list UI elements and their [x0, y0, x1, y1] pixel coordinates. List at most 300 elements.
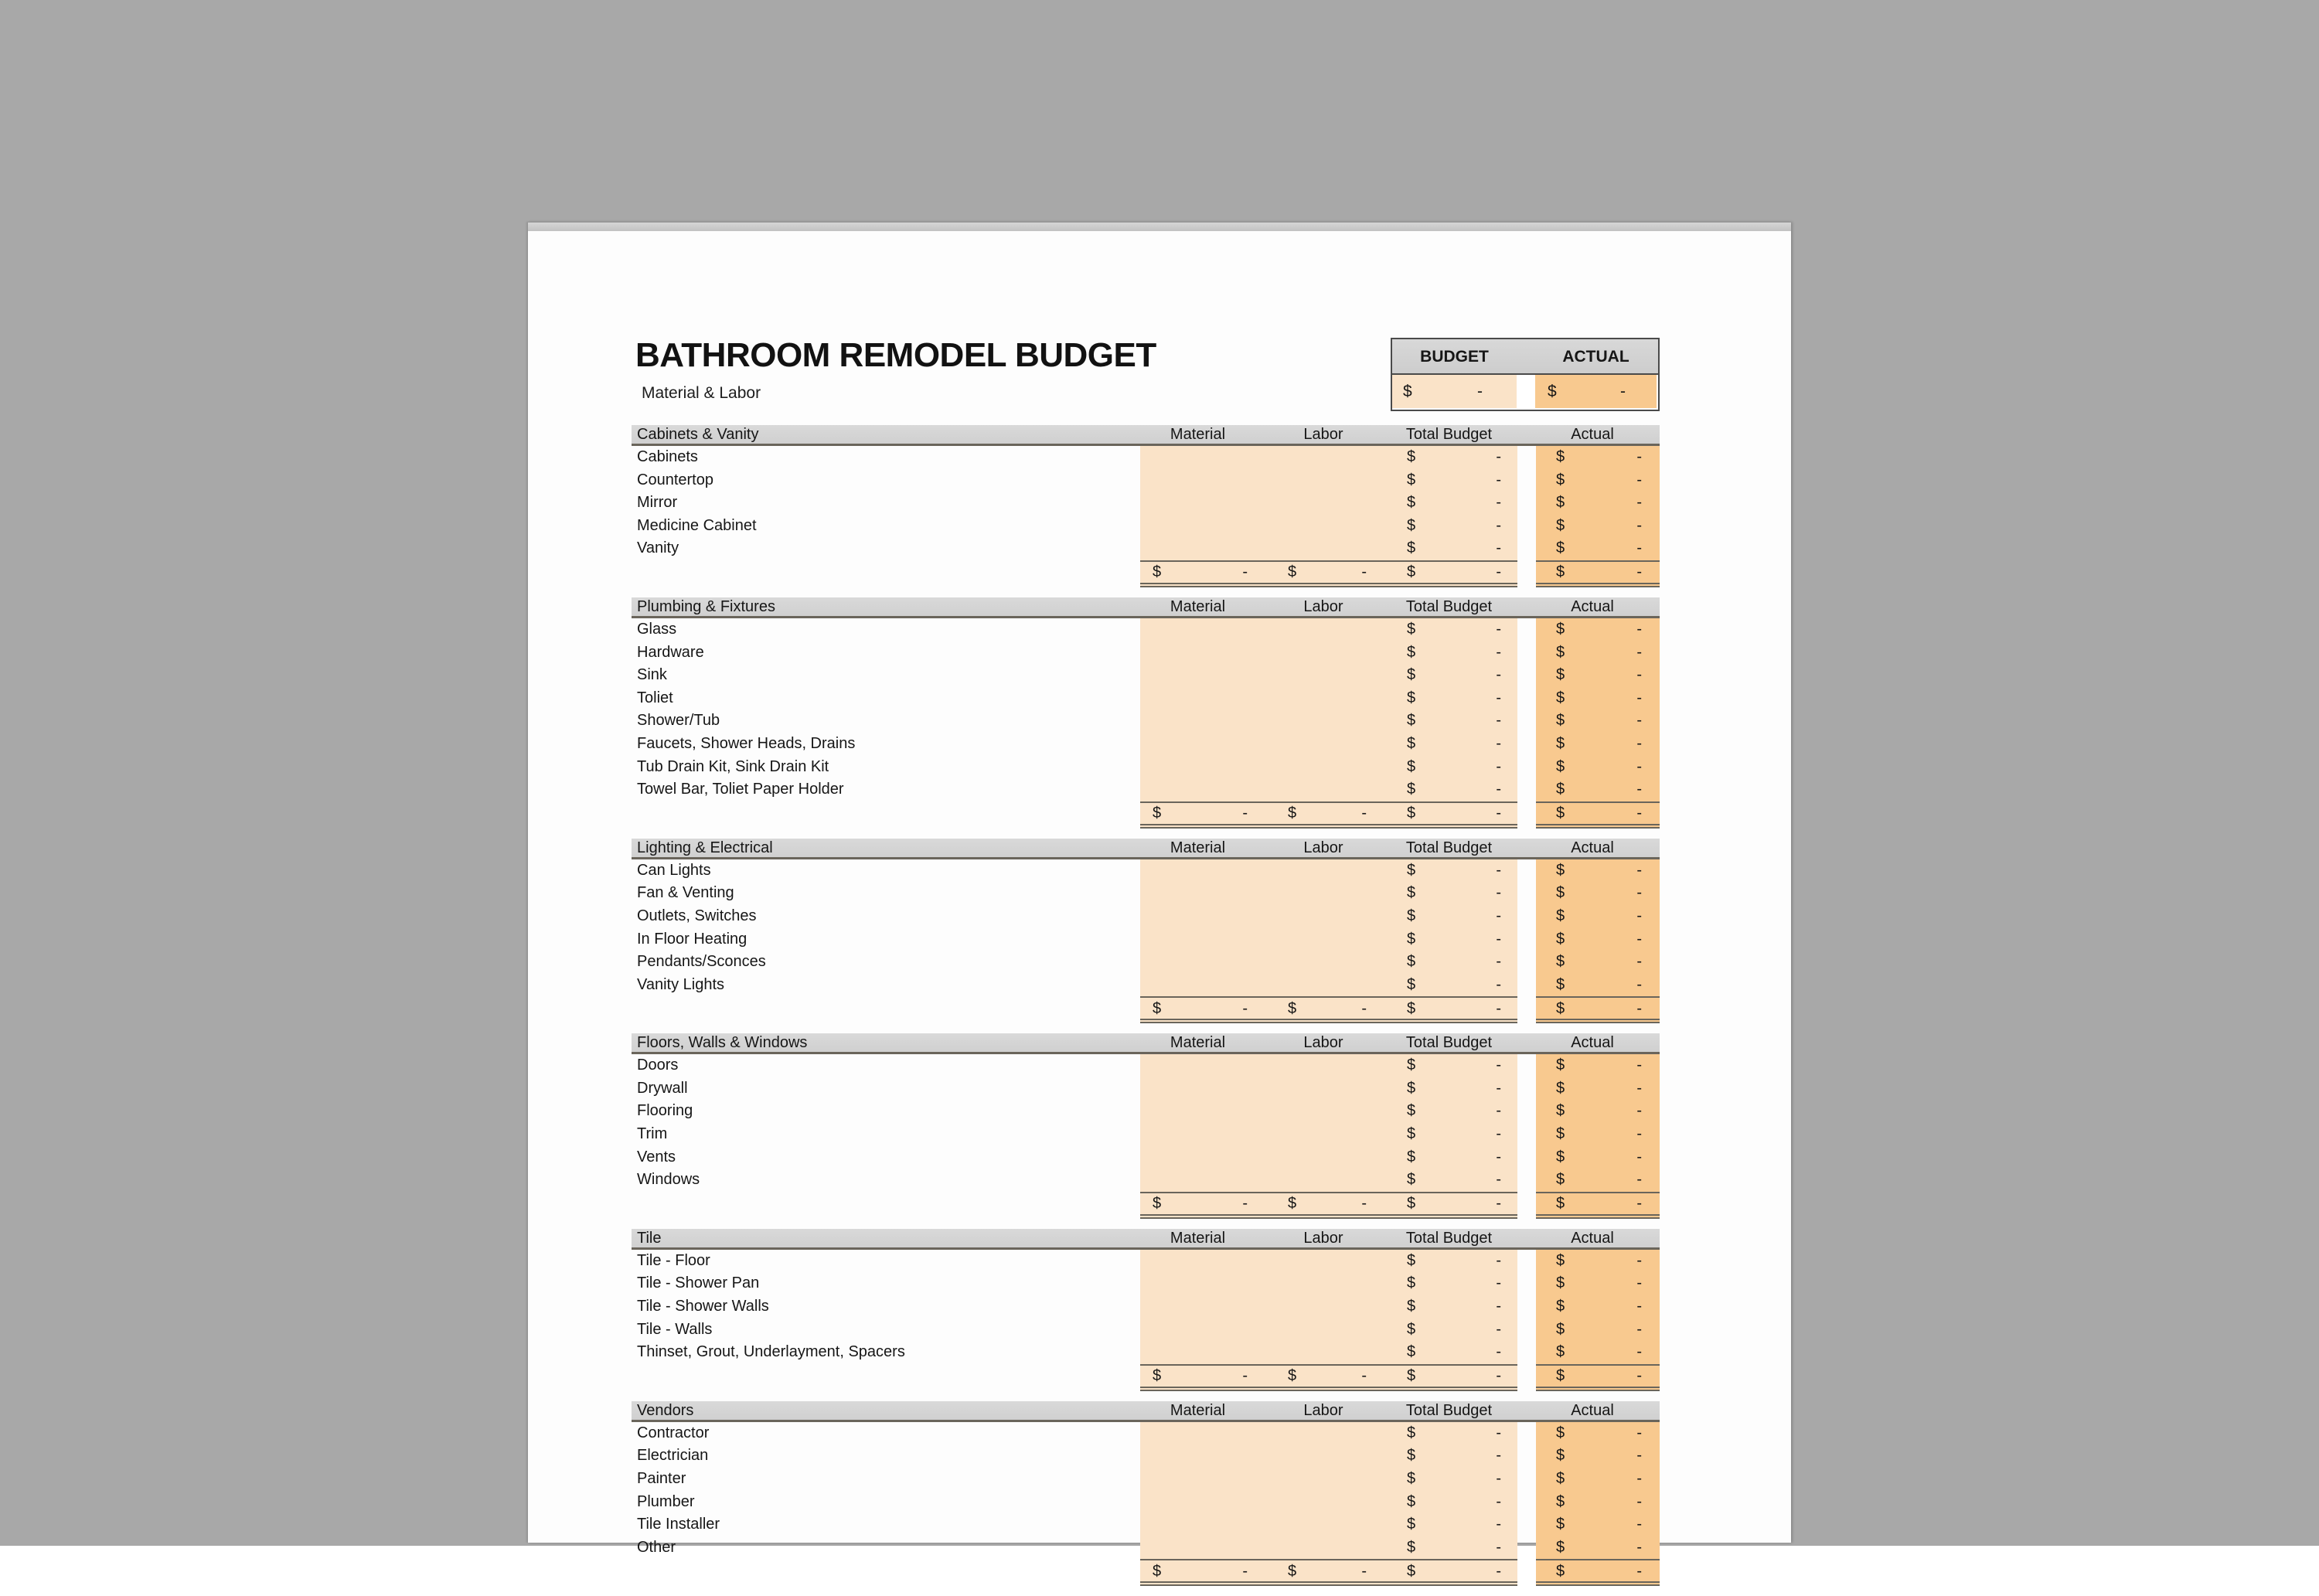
row-label-cell[interactable]: Can Lights: [637, 861, 711, 879]
actual-cell[interactable]: [1536, 1445, 1660, 1468]
currency-symbol: $: [1407, 907, 1416, 924]
total-budget-cell[interactable]: [1391, 1169, 1517, 1192]
cell-value: -: [1636, 471, 1642, 488]
total-budget-total-cell[interactable]: [1391, 996, 1517, 1023]
column-header-total-budget: Total Budget: [1405, 597, 1493, 615]
row-label-cell[interactable]: Vanity Lights: [637, 975, 725, 993]
actual-cell[interactable]: [1536, 469, 1660, 492]
actual-cell[interactable]: [1536, 1319, 1660, 1342]
total-budget-cell[interactable]: [1391, 1272, 1517, 1295]
material-cell[interactable]: [1140, 859, 1266, 883]
currency-symbol: $: [1288, 999, 1297, 1017]
row-label-cell[interactable]: Tile Installer: [637, 1516, 720, 1533]
total-budget-cell[interactable]: [1391, 1077, 1517, 1101]
labor-cell[interactable]: [1266, 1295, 1391, 1319]
labor-cell[interactable]: [1266, 928, 1391, 951]
material-cell[interactable]: [1140, 492, 1266, 515]
column-header-labor: Labor: [1303, 597, 1343, 615]
material-cell[interactable]: [1140, 1513, 1266, 1536]
material-cell[interactable]: [1140, 756, 1266, 779]
material-cell[interactable]: [1140, 446, 1266, 469]
labor-cell[interactable]: [1266, 1491, 1391, 1514]
total-budget-cell[interactable]: [1391, 515, 1517, 538]
row-label-cell[interactable]: Shower/Tub: [637, 712, 720, 730]
material-cell[interactable]: [1140, 882, 1266, 905]
total-budget-cell[interactable]: [1391, 710, 1517, 733]
row-label-cell[interactable]: Sink: [637, 666, 667, 684]
currency-symbol: $: [1556, 666, 1565, 684]
actual-cell[interactable]: [1536, 1468, 1660, 1491]
row-label-cell[interactable]: Vents: [637, 1148, 676, 1166]
actual-cell[interactable]: [1536, 859, 1660, 883]
total-budget-cell[interactable]: [1391, 537, 1517, 560]
cell-value: -: [1496, 757, 1501, 775]
labor-total-cell[interactable]: [1266, 801, 1391, 829]
row-label-cell[interactable]: Countertop: [637, 471, 713, 488]
cell-value: -: [1477, 383, 1483, 400]
material-cell[interactable]: [1140, 1054, 1266, 1077]
row-label-cell[interactable]: Doors: [637, 1057, 679, 1074]
totals-spacer: [632, 1192, 1140, 1219]
material-cell[interactable]: [1140, 928, 1266, 951]
summary-column-gap: [1517, 375, 1535, 408]
material-cell[interactable]: [1140, 618, 1266, 641]
column-header-total-budget: Total Budget: [1405, 1229, 1493, 1247]
material-cell[interactable]: [1140, 1536, 1266, 1560]
labor-cell[interactable]: [1266, 469, 1391, 492]
material-cell[interactable]: [1140, 1341, 1266, 1364]
material-cell[interactable]: [1140, 951, 1266, 974]
total-budget-cell[interactable]: [1391, 778, 1517, 801]
actual-cell[interactable]: [1536, 1536, 1660, 1560]
column-gap: [1512, 597, 1531, 616]
table-row: [632, 641, 1660, 665]
total-budget-cell[interactable]: [1391, 974, 1517, 997]
currency-symbol: $: [1556, 563, 1565, 581]
actual-total-cell[interactable]: [1536, 1559, 1660, 1586]
material-cell[interactable]: [1140, 641, 1266, 665]
column-header-actual: Actual: [1571, 839, 1614, 856]
total-budget-cell[interactable]: [1391, 882, 1517, 905]
row-label-cell[interactable]: Other: [637, 1538, 676, 1556]
column-gap: [1512, 425, 1531, 444]
actual-cell[interactable]: [1536, 446, 1660, 469]
labor-cell[interactable]: [1266, 1513, 1391, 1536]
currency-symbol: $: [1407, 448, 1416, 465]
actual-cell[interactable]: [1536, 618, 1660, 641]
material-total-cell[interactable]: [1140, 996, 1266, 1023]
cell-value: -: [1636, 884, 1642, 902]
currency-symbol: $: [1407, 757, 1416, 775]
currency-symbol: $: [1407, 1148, 1416, 1166]
row-label-cell[interactable]: Vanity: [637, 539, 679, 557]
total-budget-cell[interactable]: [1391, 1123, 1517, 1146]
labor-total-cell[interactable]: [1266, 1364, 1391, 1391]
row-label-cell[interactable]: Thinset, Grout, Underlayment, Spacers: [637, 1343, 905, 1361]
material-cell[interactable]: [1140, 1100, 1266, 1123]
actual-cell[interactable]: [1536, 1491, 1660, 1514]
table-row: [632, 1272, 1660, 1295]
section-header-row: [632, 839, 1660, 859]
material-cell[interactable]: [1140, 1077, 1266, 1101]
column-gap: [1517, 905, 1536, 928]
material-cell[interactable]: [1140, 974, 1266, 997]
cell-value: -: [1636, 1298, 1642, 1315]
labor-cell[interactable]: [1266, 1169, 1391, 1192]
cell-value: -: [1496, 805, 1501, 822]
total-budget-total-cell[interactable]: [1391, 560, 1517, 587]
actual-cell[interactable]: [1536, 710, 1660, 733]
actual-cell[interactable]: [1536, 778, 1660, 801]
material-total-cell[interactable]: [1140, 560, 1266, 587]
cell-value: -: [1496, 953, 1501, 971]
material-cell[interactable]: [1140, 664, 1266, 687]
actual-total-cell[interactable]: [1536, 801, 1660, 829]
cell-value: -: [1636, 1343, 1642, 1361]
row-label-cell[interactable]: Painter: [637, 1470, 686, 1487]
cell-value: -: [1496, 1079, 1501, 1097]
row-label-cell[interactable]: Towel Bar, Toliet Paper Holder: [637, 781, 844, 798]
labor-cell[interactable]: [1266, 974, 1391, 997]
labor-total-cell[interactable]: [1266, 1559, 1391, 1586]
labor-cell[interactable]: [1266, 1100, 1391, 1123]
row-label-cell[interactable]: Tub Drain Kit, Sink Drain Kit: [637, 757, 829, 775]
column-gap: [1517, 1100, 1536, 1123]
total-budget-cell[interactable]: [1391, 733, 1517, 756]
currency-symbol: $: [1556, 1274, 1565, 1292]
total-budget-total-cell[interactable]: [1391, 1364, 1517, 1391]
currency-symbol: $: [1556, 712, 1565, 730]
total-budget-cell[interactable]: [1391, 618, 1517, 641]
row-label-cell[interactable]: Electrician: [637, 1447, 709, 1465]
cell-value: -: [1496, 1148, 1501, 1166]
section-totals-row: [632, 801, 1660, 829]
table-row: [632, 882, 1660, 905]
labor-cell[interactable]: [1266, 1077, 1391, 1101]
row-label-cell[interactable]: Pendants/Sconces: [637, 953, 766, 971]
labor-cell[interactable]: [1266, 1445, 1391, 1468]
actual-cell[interactable]: [1536, 1513, 1660, 1536]
material-cell[interactable]: [1140, 687, 1266, 710]
actual-cell[interactable]: [1536, 951, 1660, 974]
currency-symbol: $: [1556, 861, 1565, 879]
material-cell[interactable]: [1140, 515, 1266, 538]
column-gap: [1517, 1513, 1536, 1536]
row-label-cell[interactable]: Glass: [637, 620, 677, 638]
summary-actual-header: ACTUAL: [1562, 348, 1629, 366]
total-budget-total-cell[interactable]: [1391, 1559, 1517, 1586]
cell-value: -: [1636, 999, 1642, 1017]
actual-cell[interactable]: [1536, 974, 1660, 997]
total-budget-cell[interactable]: [1391, 1341, 1517, 1364]
table-row: [632, 1077, 1660, 1101]
currency-symbol: $: [1407, 539, 1416, 557]
material-cell[interactable]: [1140, 733, 1266, 756]
material-cell[interactable]: [1140, 1169, 1266, 1192]
labor-cell[interactable]: [1266, 687, 1391, 710]
currency-symbol: $: [1556, 689, 1565, 706]
labor-cell[interactable]: [1266, 1468, 1391, 1491]
section-totals-row: [632, 996, 1660, 1023]
total-budget-cell[interactable]: [1391, 469, 1517, 492]
row-label-cell[interactable]: Tile - Walls: [637, 1320, 713, 1338]
material-cell[interactable]: [1140, 1272, 1266, 1295]
cell-value: -: [1636, 1492, 1642, 1510]
material-cell[interactable]: [1140, 537, 1266, 560]
actual-cell[interactable]: [1536, 756, 1660, 779]
material-cell[interactable]: [1140, 1319, 1266, 1342]
material-cell[interactable]: [1140, 905, 1266, 928]
total-budget-cell[interactable]: [1391, 664, 1517, 687]
material-cell[interactable]: [1140, 1146, 1266, 1169]
cell-value: -: [1496, 1057, 1501, 1074]
column-header-labor: Labor: [1303, 426, 1343, 443]
row-label-cell[interactable]: Contractor: [637, 1424, 710, 1441]
table-row: [632, 446, 1660, 469]
actual-cell[interactable]: [1536, 1123, 1660, 1146]
cell-value: -: [1636, 494, 1642, 512]
total-budget-cell[interactable]: [1391, 859, 1517, 883]
currency-symbol: $: [1556, 516, 1565, 534]
material-total-cell[interactable]: [1140, 1559, 1266, 1586]
row-label-cell[interactable]: Faucets, Shower Heads, Drains: [637, 734, 856, 752]
material-cell[interactable]: [1140, 1123, 1266, 1146]
cell-value: -: [1496, 781, 1501, 798]
labor-total-cell[interactable]: [1266, 1192, 1391, 1219]
row-label-cell[interactable]: Tile - Floor: [637, 1251, 710, 1269]
total-budget-cell[interactable]: [1391, 1250, 1517, 1273]
labor-cell[interactable]: [1266, 1422, 1391, 1445]
labor-cell[interactable]: [1266, 1054, 1391, 1077]
labor-cell[interactable]: [1266, 537, 1391, 560]
section-header-row: [632, 425, 1660, 446]
row-label-cell[interactable]: Mirror: [637, 494, 678, 512]
actual-cell[interactable]: [1536, 537, 1660, 560]
summary-budget-value-cell[interactable]: [1392, 375, 1517, 408]
labor-cell[interactable]: [1266, 1250, 1391, 1273]
column-gap: [1517, 1364, 1536, 1391]
cell-value: -: [1620, 383, 1626, 400]
actual-cell[interactable]: [1536, 1341, 1660, 1364]
total-budget-cell[interactable]: [1391, 1146, 1517, 1169]
table-row: [632, 1054, 1660, 1077]
column-header-labor: Labor: [1303, 1034, 1343, 1052]
column-gap: [1517, 778, 1536, 801]
labor-cell[interactable]: [1266, 515, 1391, 538]
labor-cell[interactable]: [1266, 492, 1391, 515]
currency-symbol: $: [1407, 689, 1416, 706]
cell-value: -: [1636, 757, 1642, 775]
table-row: [632, 1422, 1660, 1445]
labor-cell[interactable]: [1266, 618, 1391, 641]
actual-cell[interactable]: [1536, 1054, 1660, 1077]
actual-cell[interactable]: [1536, 1169, 1660, 1192]
labor-cell[interactable]: [1266, 1123, 1391, 1146]
material-total-cell[interactable]: [1140, 1364, 1266, 1391]
total-budget-cell[interactable]: [1391, 1295, 1517, 1319]
row-label-cell[interactable]: Medicine Cabinet: [637, 516, 757, 534]
total-budget-cell[interactable]: [1391, 492, 1517, 515]
section-title: Lighting & Electrical: [637, 839, 773, 856]
currency-symbol: $: [1153, 805, 1162, 822]
row-label-cell[interactable]: Windows: [637, 1171, 700, 1189]
total-budget-cell[interactable]: [1391, 687, 1517, 710]
actual-cell[interactable]: [1536, 1272, 1660, 1295]
table-row: [632, 928, 1660, 951]
labor-cell[interactable]: [1266, 1272, 1391, 1295]
row-label-cell[interactable]: Flooring: [637, 1102, 693, 1120]
currency-symbol: $: [1407, 1298, 1416, 1315]
currency-symbol: $: [1153, 999, 1162, 1017]
actual-cell[interactable]: [1536, 1100, 1660, 1123]
column-gap: [1517, 1123, 1536, 1146]
currency-symbol: $: [1407, 1079, 1416, 1097]
actual-cell[interactable]: [1536, 882, 1660, 905]
currency-symbol: $: [1556, 620, 1565, 638]
actual-total-cell[interactable]: [1536, 1364, 1660, 1391]
currency-symbol: $: [1403, 383, 1412, 400]
actual-cell[interactable]: [1536, 687, 1660, 710]
labor-cell[interactable]: [1266, 905, 1391, 928]
material-cell[interactable]: [1140, 1295, 1266, 1319]
labor-cell[interactable]: [1266, 710, 1391, 733]
labor-total-cell[interactable]: [1266, 560, 1391, 587]
total-budget-total-cell[interactable]: [1391, 1192, 1517, 1219]
labor-cell[interactable]: [1266, 733, 1391, 756]
column-gap: [1517, 859, 1536, 883]
cell-value: -: [1496, 1470, 1501, 1487]
column-gap: [1512, 1401, 1531, 1420]
total-budget-cell[interactable]: [1391, 905, 1517, 928]
actual-cell[interactable]: [1536, 1422, 1660, 1445]
labor-cell[interactable]: [1266, 641, 1391, 665]
material-cell[interactable]: [1140, 1445, 1266, 1468]
total-budget-cell[interactable]: [1391, 1319, 1517, 1342]
labor-cell[interactable]: [1266, 882, 1391, 905]
actual-cell[interactable]: [1536, 733, 1660, 756]
actual-cell[interactable]: [1536, 492, 1660, 515]
material-cell[interactable]: [1140, 710, 1266, 733]
actual-total-cell[interactable]: [1536, 560, 1660, 587]
column-header-labor: Labor: [1303, 1401, 1343, 1419]
currency-symbol: $: [1407, 1057, 1416, 1074]
row-label-cell[interactable]: In Floor Heating: [637, 930, 747, 948]
summary-actual-value-cell[interactable]: [1535, 375, 1657, 408]
actual-cell[interactable]: [1536, 1077, 1660, 1101]
total-budget-cell[interactable]: [1391, 641, 1517, 665]
row-label-cell[interactable]: Drywall: [637, 1079, 688, 1097]
budget-table: [632, 425, 1660, 1596]
actual-cell[interactable]: [1536, 664, 1660, 687]
row-label-cell[interactable]: Outlets, Switches: [637, 907, 757, 924]
actual-cell[interactable]: [1536, 641, 1660, 665]
actual-cell[interactable]: [1536, 515, 1660, 538]
material-cell[interactable]: [1140, 469, 1266, 492]
actual-cell[interactable]: [1536, 1146, 1660, 1169]
column-gap: [1517, 1054, 1536, 1077]
total-budget-cell[interactable]: [1391, 446, 1517, 469]
table-row: [632, 537, 1660, 560]
row-label-cell[interactable]: Tile - Shower Pan: [637, 1274, 760, 1292]
page-title: BATHROOM REMODEL BUDGET: [635, 336, 1156, 374]
cell-value: -: [1242, 1195, 1248, 1213]
labor-total-cell[interactable]: [1266, 996, 1391, 1023]
total-budget-cell[interactable]: [1391, 1536, 1517, 1560]
column-gap: [1517, 756, 1536, 779]
section-title: Vendors: [637, 1401, 694, 1419]
labor-cell[interactable]: [1266, 1146, 1391, 1169]
table-row: [632, 1146, 1660, 1169]
cell-value: -: [1496, 1447, 1501, 1465]
labor-cell[interactable]: [1266, 664, 1391, 687]
labor-cell[interactable]: [1266, 859, 1391, 883]
material-cell[interactable]: [1140, 1491, 1266, 1514]
row-label-cell[interactable]: Toliet: [637, 689, 673, 706]
column-gap: [1512, 839, 1531, 857]
labor-cell[interactable]: [1266, 1341, 1391, 1364]
material-total-cell[interactable]: [1140, 1192, 1266, 1219]
total-budget-cell[interactable]: [1391, 756, 1517, 779]
labor-cell[interactable]: [1266, 756, 1391, 779]
total-budget-cell[interactable]: [1391, 1100, 1517, 1123]
labor-cell[interactable]: [1266, 1319, 1391, 1342]
row-label-cell[interactable]: Fan & Venting: [637, 884, 734, 902]
labor-cell[interactable]: [1266, 951, 1391, 974]
material-cell[interactable]: [1140, 1422, 1266, 1445]
total-budget-cell[interactable]: [1391, 1513, 1517, 1536]
column-gap: [1517, 1192, 1536, 1219]
actual-cell[interactable]: [1536, 1250, 1660, 1273]
actual-cell[interactable]: [1536, 905, 1660, 928]
currency-symbol: $: [1556, 494, 1565, 512]
actual-cell[interactable]: [1536, 1295, 1660, 1319]
total-budget-cell[interactable]: [1391, 1491, 1517, 1514]
total-budget-cell[interactable]: [1391, 1054, 1517, 1077]
labor-cell[interactable]: [1266, 1536, 1391, 1560]
table-row: [632, 1341, 1660, 1364]
total-budget-cell[interactable]: [1391, 1445, 1517, 1468]
material-total-cell[interactable]: [1140, 801, 1266, 829]
row-label-cell[interactable]: Trim: [637, 1125, 668, 1143]
column-header-total-budget: Total Budget: [1405, 1401, 1493, 1419]
total-budget-cell[interactable]: [1391, 1422, 1517, 1445]
row-label-cell[interactable]: Hardware: [637, 643, 704, 661]
total-budget-total-cell[interactable]: [1391, 801, 1517, 829]
actual-cell[interactable]: [1536, 928, 1660, 951]
row-label-cell[interactable]: Cabinets: [637, 448, 698, 465]
currency-symbol: $: [1548, 383, 1557, 400]
labor-cell[interactable]: [1266, 446, 1391, 469]
cell-value: -: [1636, 1102, 1642, 1120]
table-row: [632, 756, 1660, 779]
material-cell[interactable]: [1140, 778, 1266, 801]
actual-total-cell[interactable]: [1536, 1192, 1660, 1219]
cell-value: -: [1242, 999, 1248, 1017]
total-budget-cell[interactable]: [1391, 1468, 1517, 1491]
cell-value: -: [1242, 1367, 1248, 1385]
labor-cell[interactable]: [1266, 778, 1391, 801]
total-budget-cell[interactable]: [1391, 928, 1517, 951]
material-cell[interactable]: [1140, 1468, 1266, 1491]
currency-symbol: $: [1407, 861, 1416, 879]
currency-symbol: $: [1556, 1447, 1565, 1465]
column-gap: [1517, 710, 1536, 733]
total-budget-cell[interactable]: [1391, 951, 1517, 974]
row-label-cell[interactable]: Tile - Shower Walls: [637, 1298, 769, 1315]
actual-total-cell[interactable]: [1536, 996, 1660, 1023]
material-cell[interactable]: [1140, 1250, 1266, 1273]
row-label-cell[interactable]: Plumber: [637, 1492, 695, 1510]
